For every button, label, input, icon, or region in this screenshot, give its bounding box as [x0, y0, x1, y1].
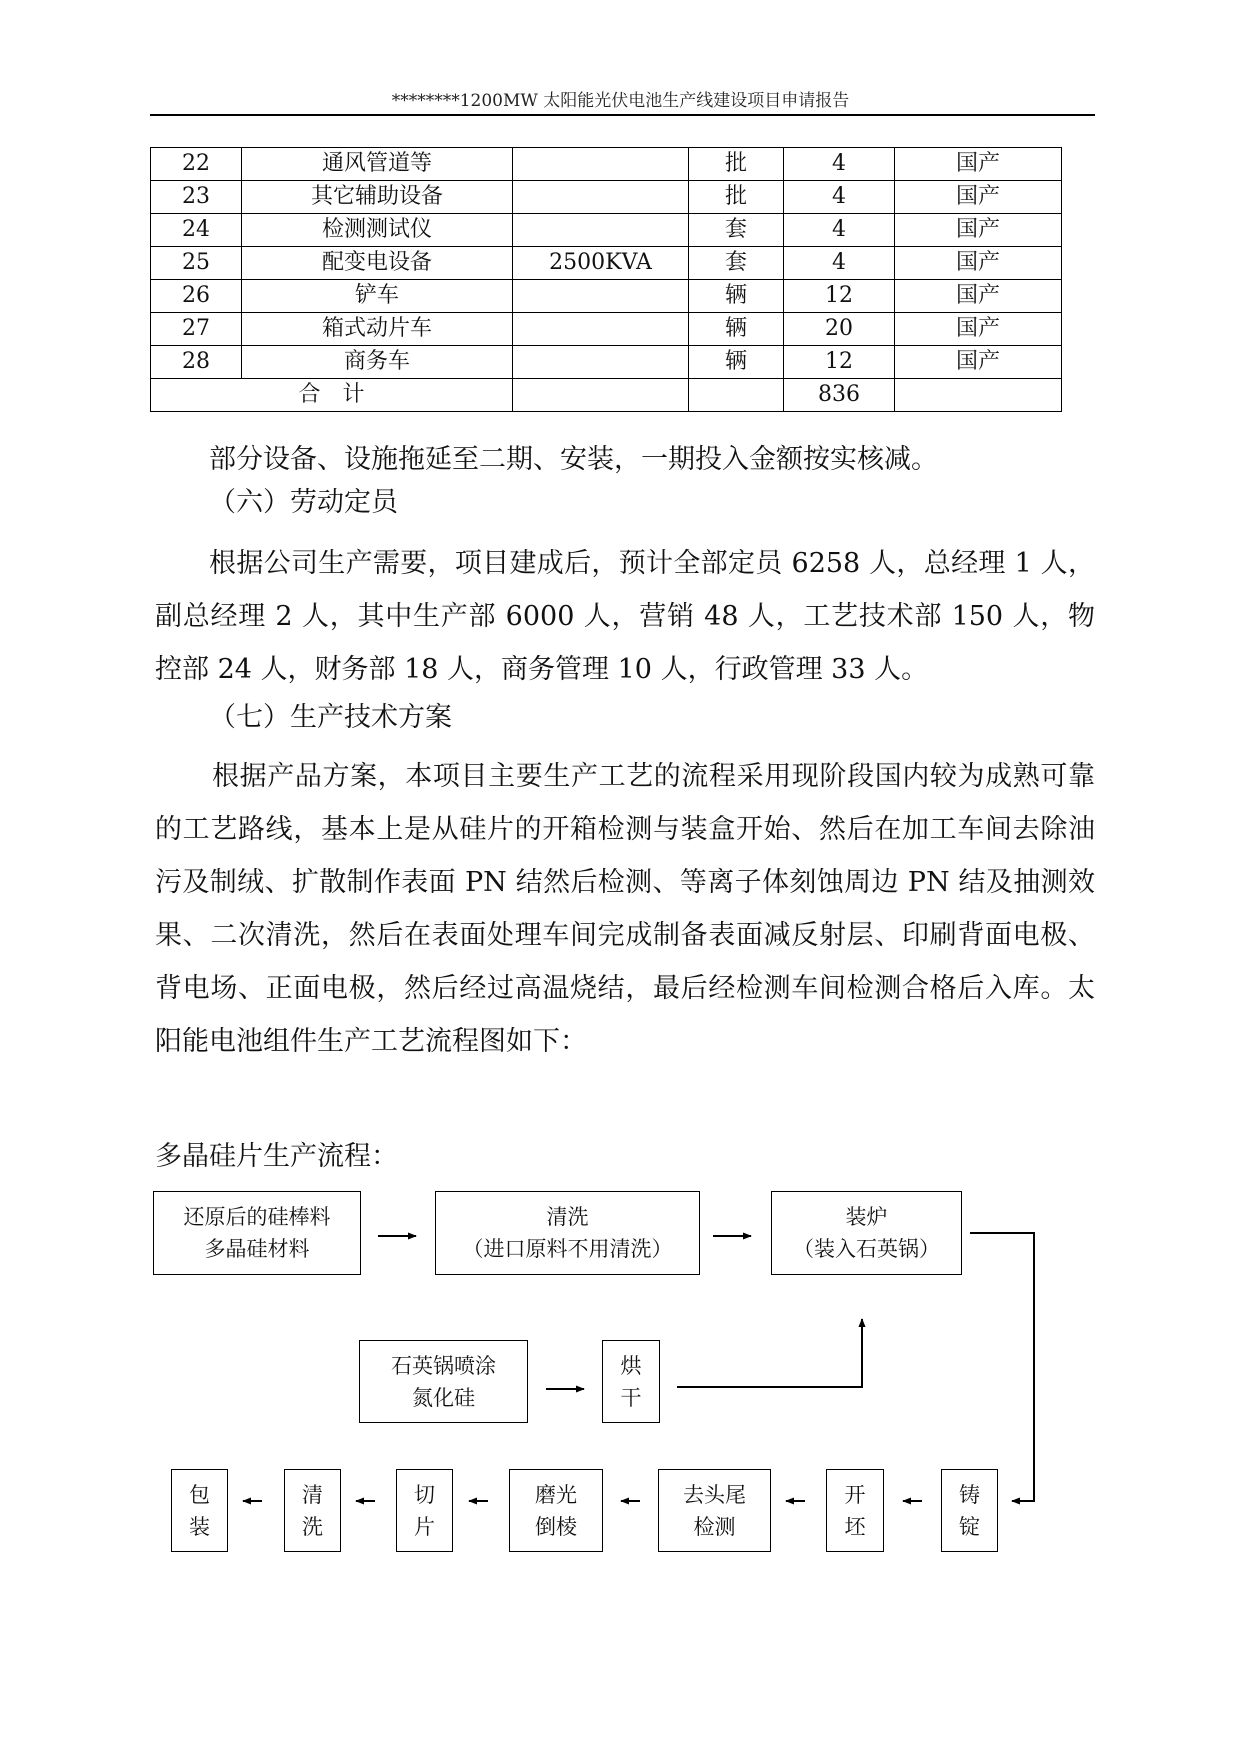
flow-box-line: 锭 [959, 1514, 980, 1539]
table-cell-name: 商务车 [242, 346, 513, 379]
table-cell-origin: 国产 [895, 148, 1062, 181]
page-header: ********1200MW 太阳能光伏电池生产线建设项目申请报告 [391, 91, 850, 111]
table-cell-qty: 4 [784, 214, 895, 247]
paragraph-equipment-note: 部分设备、设施拖延至二期、安装，一期投入金额按实核减。 [209, 444, 938, 475]
flow-box-line: 磨光 [535, 1482, 577, 1507]
flow-box-line: （进口原料不用清洗） [462, 1237, 673, 1261]
arrow-line [970, 1233, 1034, 1501]
table-cell-qty: 4 [784, 247, 895, 280]
flow-box-line: 铸 [959, 1482, 980, 1507]
table-cell-no: 26 [151, 280, 242, 313]
flow-box-line: 去头尾 [683, 1482, 746, 1507]
arrow-line [677, 1319, 862, 1387]
flow-box-line: 氮化硅 [412, 1385, 475, 1410]
table-cell-name: 箱式动片车 [242, 313, 513, 346]
flow-box-line: 坯 [844, 1514, 866, 1539]
paragraph-staffing: 根据公司生产需要，项目建成后，预计全部定员 6258 人，总经理 1 人，副总经理 2 人，其中生产部 6000 人，营销 48 人，工艺技术部 150 人，物控部 24 人，财务部 18 人，商务管理 10 人，行政管理 33 人。 [155, 548, 1095, 685]
table-cell-unit: 辆 [689, 280, 784, 313]
table-total-qty: 836 [784, 379, 895, 412]
table-cell-name: 通风管道等 [242, 148, 513, 181]
flow-box-line: 包 [189, 1482, 210, 1507]
table-cell-qty: 4 [784, 181, 895, 214]
table-cell-unit: 辆 [689, 346, 784, 379]
table-cell-unit: 套 [689, 214, 784, 247]
flow-box-line: 切 [414, 1482, 435, 1507]
table-cell-origin: 国产 [895, 181, 1062, 214]
flow-box-line: 洗 [302, 1514, 323, 1539]
table-cell-qty: 12 [784, 346, 895, 379]
table-cell-unit: 批 [689, 148, 784, 181]
table-cell-unit: 套 [689, 247, 784, 280]
table-cell-no: 22 [151, 148, 242, 181]
table-cell-origin: 国产 [895, 313, 1062, 346]
table-cell-qty: 20 [784, 313, 895, 346]
flow-box-line: 多晶硅材料 [204, 1237, 310, 1261]
flow-box-line: 清 [302, 1482, 323, 1507]
table-total-label: 合 计 [151, 379, 513, 412]
table-cell-no: 25 [151, 247, 242, 280]
table-cell-no: 23 [151, 181, 242, 214]
table-cell-name: 检测测试仪 [242, 214, 513, 247]
flow-box-line: （装入石英锅） [793, 1237, 940, 1261]
table-cell-origin: 国产 [895, 247, 1062, 280]
table-cell-unit: 批 [689, 181, 784, 214]
table-cell-name: 其它辅助设备 [242, 181, 513, 214]
flow-box-line: 还原后的硅棒料 [183, 1205, 331, 1229]
flow-box-line: 干 [620, 1385, 642, 1410]
flow-box-line: 装炉 [845, 1205, 888, 1229]
flow-box-line: 装 [189, 1514, 210, 1539]
flow-box-line: 检测 [693, 1514, 736, 1539]
table-cell-origin: 国产 [895, 214, 1062, 247]
flow-box-line: 清洗 [546, 1205, 589, 1229]
table-cell-origin: 国产 [895, 280, 1062, 313]
flow-chart-title: 多晶硅片生产流程： [155, 1141, 398, 1172]
section-heading-staffing: （六）劳动定员 [209, 487, 398, 518]
flow-box-line: 片 [414, 1514, 435, 1539]
table-cell-no: 28 [151, 346, 242, 379]
paragraph-technology: 根据产品方案，本项目主要生产工艺的流程采用现阶段国内较为成熟可靠的工艺路线，基本上是从硅片的开箱检测与装盒开始、然后在加工车间去除油污及制绒、扩散制作表面 PN 结然后检测、等离子体刻蚀周边 PN 结及抽测效果、二次清洗，然后在表面处理车间完成制备表面减反射层、印刷背面电极、背电场、正面电极，然后经过高温烧结，最后经检测车间检测合格后入库。太阳能电池组件生产工艺流程图如下： [155, 761, 1095, 1057]
table-cell-name: 配变电设备 [242, 247, 513, 280]
flow-box-line: 石英锅喷涂 [391, 1353, 496, 1378]
table-cell-name: 铲车 [242, 280, 513, 313]
flow-box-line: 倒棱 [535, 1514, 577, 1539]
table-cell-origin: 国产 [895, 346, 1062, 379]
table-cell-no: 24 [151, 214, 242, 247]
table-cell-qty: 12 [784, 280, 895, 313]
table-cell-no: 27 [151, 313, 242, 346]
table-cell-spec: 2500KVA [513, 247, 689, 280]
flow-box-line: 烘 [620, 1353, 642, 1378]
section-heading-technology: （七）生产技术方案 [209, 702, 452, 733]
table-cell-qty: 4 [784, 148, 895, 181]
table-cell-unit: 辆 [689, 313, 784, 346]
flow-box-line: 开 [844, 1482, 866, 1507]
